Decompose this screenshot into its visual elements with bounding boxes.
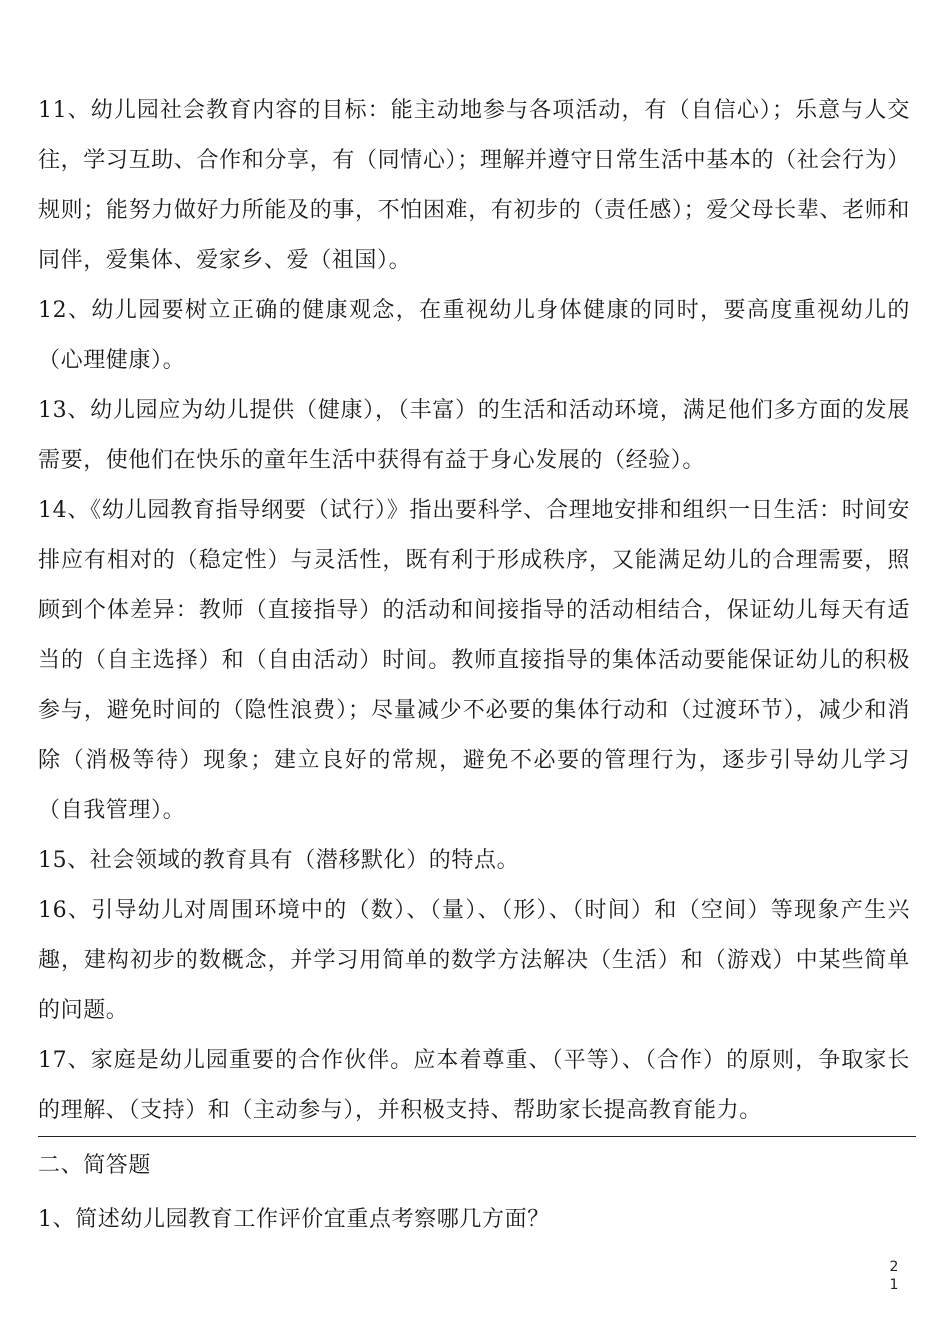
paragraph-14: 14、《幼儿园教育指导纲要（试行）》指出要科学、合理地安排和组织一日生活：时间安排应有相对的（稳定性）与灵活性，既有利于形成秩序，又能满足幼儿的合理需要，照顾到个体差异：教师（直接指导）的活动和间接指导的活动相结合，保证幼儿每天有适当的（自主选择）和（自由活动）时间。教师直接指导的集体活动要能保证幼儿的积极参与，避免时间的（隐性浪费）；尽量减少不必要的集体行动和（过渡环节），减少和消除（消极等待）现象；建立良好的常规，避免不必要的管理行为，逐步引导幼儿学习（自我管理）。 (38, 498, 910, 823)
paragraph-15: 15、社会领域的教育具有（潜移默化）的特点。 (38, 848, 520, 873)
horizontal-divider (38, 1136, 916, 1137)
page-number (886, 1258, 902, 1294)
paragraph-12: 12、幼儿园要树立正确的健康观念，在重视幼儿身体健康的同时，要高度重视幼儿的（心理健康）。 (38, 298, 910, 373)
page-number-digit-1: 2 (889, 1259, 899, 1275)
paragraph-16: 16、引导幼儿对周围环境中的（数）、（量）、（形）、（时间）和（空间）等现象产生兴趣，建构初步的数概念，并学习用简单的数学方法解决（生活）和（游戏）中某些简单的问题。 (38, 898, 910, 1023)
paragraph-17: 17、家庭是幼儿园重要的合作伙伴。应本着尊重、（平等）、（合作）的原则，争取家长的理解、（支持）和（主动参与），并积极支持、帮助家长提高教育能力。 (38, 1048, 910, 1123)
section-title: 二、简答题 (38, 1153, 152, 1178)
paragraph-13: 13、幼儿园应为幼儿提供（健康），（丰富）的生活和活动环境，满足他们多方面的发展需要，使他们在快乐的童年生活中获得有益于身心发展的（经验）。 (38, 398, 910, 473)
paragraph-11: 11、幼儿园社会教育内容的目标：能主动地参与各项活动，有（自信心）；乐意与人交往，学习互助、合作和分享，有（同情心）；理解并遵守日常生活中基本的（社会行为）规则；能努力做好力所能及的事，不怕困难，有初步的（责任感）；爱父母长辈、老师和同伴，爱集体、爱家乡、爱（祖国）。 (38, 98, 910, 273)
question-1: 1、简述幼儿园教育工作评价宜重点考察哪几方面？ (38, 1207, 550, 1232)
document-page (38, 86, 910, 1245)
page-number-digit-2: 1 (889, 1277, 899, 1293)
